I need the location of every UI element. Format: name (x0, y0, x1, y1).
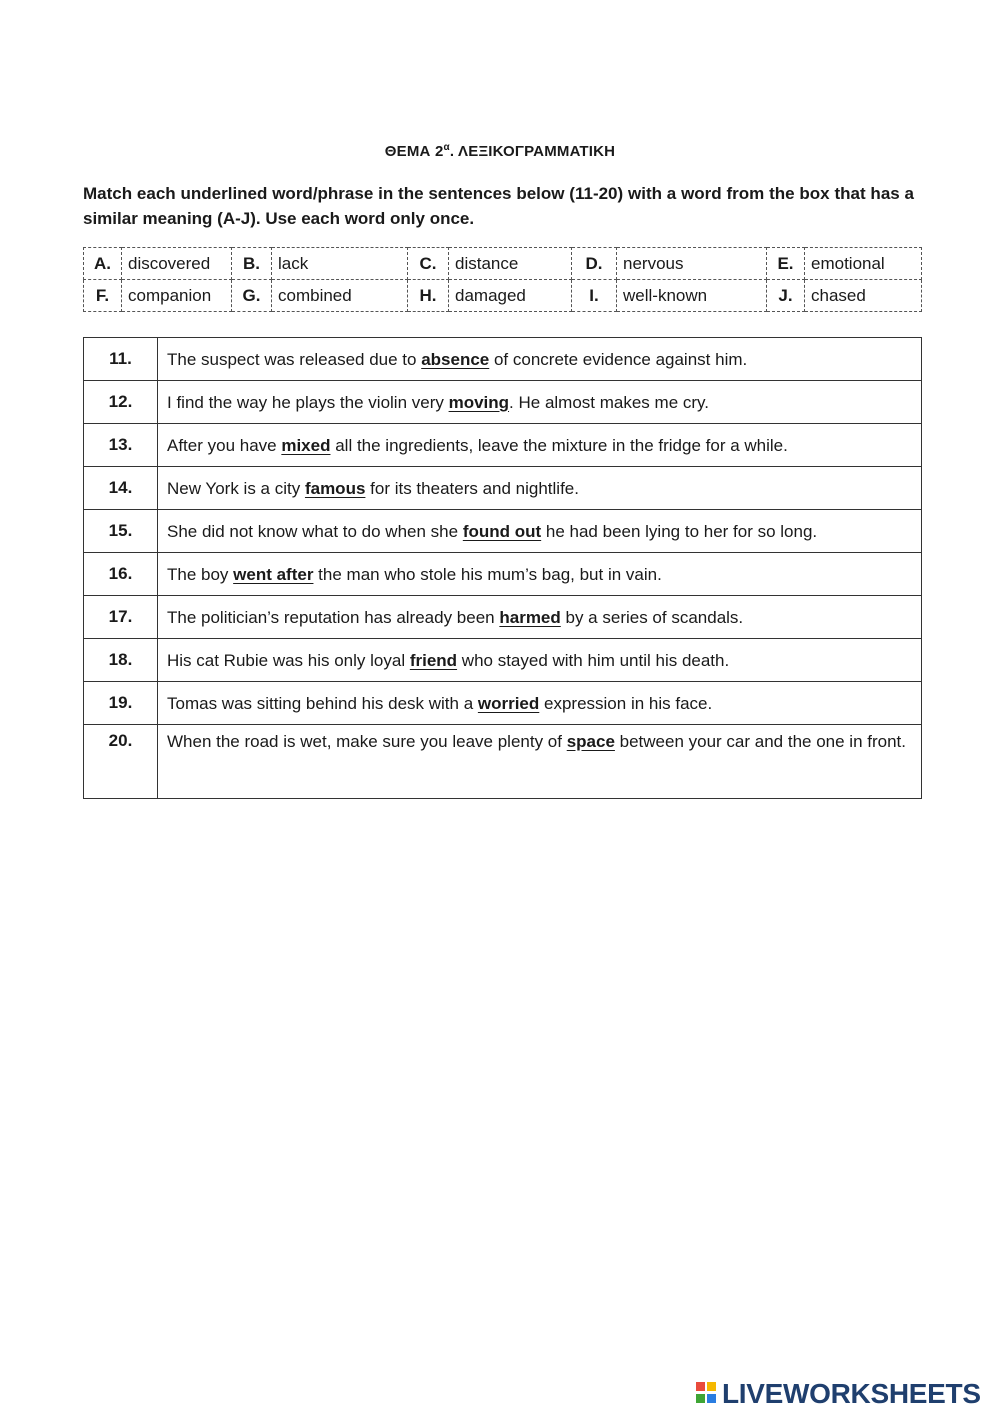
word-letter: F. (84, 280, 122, 312)
question-sentence (158, 424, 922, 467)
word-letter: D. (572, 248, 617, 280)
sentence-text: When the road is wet, make sure you leave plenty of (167, 732, 567, 751)
underlined-word: famous (304, 478, 366, 498)
question-number: 18. (84, 639, 158, 682)
question-row (84, 596, 922, 639)
question-row (84, 424, 922, 467)
word-letter: G. (232, 280, 272, 312)
sentence-text: who stayed with him until his death. (457, 650, 730, 670)
word-letter: J. (767, 280, 805, 312)
sentence-text: . He almost makes me cry. (509, 392, 709, 412)
question-row (84, 467, 922, 510)
word-option: chased (805, 280, 922, 312)
question-number: 20. (84, 725, 158, 799)
question-sentence (158, 682, 922, 725)
logo-square-green (696, 1394, 705, 1403)
word-option: lack (272, 248, 408, 280)
logo-text: LIVEWORKSHEETS (722, 1378, 981, 1409)
underlined-word: absence (421, 349, 490, 369)
question-sentence (158, 596, 922, 639)
sentence-text: I find the way he plays the violin very (167, 392, 449, 412)
underlined-word: harmed (499, 607, 561, 627)
sentence-text: After you have (167, 435, 282, 455)
question-number: 12. (84, 381, 158, 424)
logo-square-yellow (707, 1382, 716, 1391)
word-box-row (84, 248, 922, 280)
question-sentence (158, 639, 922, 682)
question-row (84, 510, 922, 553)
question-row (84, 639, 922, 682)
sentence-text: The politician’s reputation has already been (167, 607, 500, 627)
sentence-text: His cat Rubie was his only loyal (167, 650, 410, 670)
logo-square-red (696, 1382, 705, 1391)
worksheet-title (0, 142, 1000, 160)
question-number: 11. (84, 338, 158, 381)
question-row (84, 553, 922, 596)
underlined-word: space (566, 732, 615, 751)
word-option: nervous (617, 248, 767, 280)
underlined-word: moving (448, 392, 510, 412)
word-letter: H. (408, 280, 449, 312)
word-option: damaged (449, 280, 572, 312)
sentence-text: New York is a city (167, 478, 305, 498)
word-letter: B. (232, 248, 272, 280)
question-sentence (158, 338, 922, 381)
title-prefix: ΘΕΜΑ 2 (384, 143, 444, 160)
questions-table (83, 337, 922, 799)
sentence-text: between your car and the one in front. (614, 732, 906, 751)
underlined-word: friend (409, 650, 458, 670)
sentence-text: by a series of scandals. (560, 607, 744, 627)
word-letter: I. (572, 280, 617, 312)
sentence-text: Tomas was sitting behind his desk with a (167, 693, 478, 713)
instructions: Match each underlined word/phrase in the sentences below (11-20) with a word from the box that has a similar meaning (A-J). Use each word only once. (83, 184, 914, 228)
question-number: 15. (84, 510, 158, 553)
word-letter: A. (84, 248, 122, 280)
question-number: 19. (84, 682, 158, 725)
underlined-word: mixed (281, 435, 331, 455)
word-box (83, 247, 922, 312)
word-option: companion (122, 280, 232, 312)
sentence-text: for its theaters and nightlife. (365, 478, 579, 498)
question-number: 14. (84, 467, 158, 510)
word-box-row (84, 280, 922, 312)
sentence-text: She did not know what to do when she (167, 521, 463, 541)
sentence-text: The suspect was released due to (167, 349, 422, 369)
word-option: distance (449, 248, 572, 280)
sentence-text: expression in his face. (539, 693, 713, 713)
sentence-text: of concrete evidence against him. (489, 349, 748, 369)
word-option: combined (272, 280, 408, 312)
logo-square-blue (707, 1394, 716, 1403)
word-option: emotional (805, 248, 922, 280)
question-number: 16. (84, 553, 158, 596)
question-row (84, 682, 922, 725)
sentence-text: The boy (167, 564, 234, 584)
sentence-text: the man who stole his mum’s bag, but in vain. (313, 564, 662, 584)
liveworksheets-logo[interactable] (696, 1376, 981, 1412)
word-letter: E. (767, 248, 805, 280)
title-suffix: . ΛΕΞΙΚΟΓΡΑΜΜΑΤΙΚΗ (449, 143, 616, 160)
sentence-text: he had been lying to her for so long. (541, 521, 818, 541)
question-row (84, 725, 922, 799)
question-number: 17. (84, 596, 158, 639)
sentence-text: all the ingredients, leave the mixture in the fridge for a while. (330, 435, 788, 455)
question-sentence (158, 553, 922, 596)
question-row (84, 338, 922, 381)
question-sentence (158, 510, 922, 553)
question-sentence (158, 467, 922, 510)
underlined-word: found out (462, 521, 542, 541)
underlined-word: worried (477, 693, 540, 713)
underlined-word: went after (233, 564, 314, 584)
question-sentence (158, 725, 922, 799)
liveworksheets-logo-icon (696, 1380, 720, 1408)
word-option: discovered (122, 248, 232, 280)
question-row (84, 381, 922, 424)
word-letter: C. (408, 248, 449, 280)
question-number: 13. (84, 424, 158, 467)
word-option: well-known (617, 280, 767, 312)
title-superscript: α (443, 142, 450, 153)
question-sentence (158, 381, 922, 424)
